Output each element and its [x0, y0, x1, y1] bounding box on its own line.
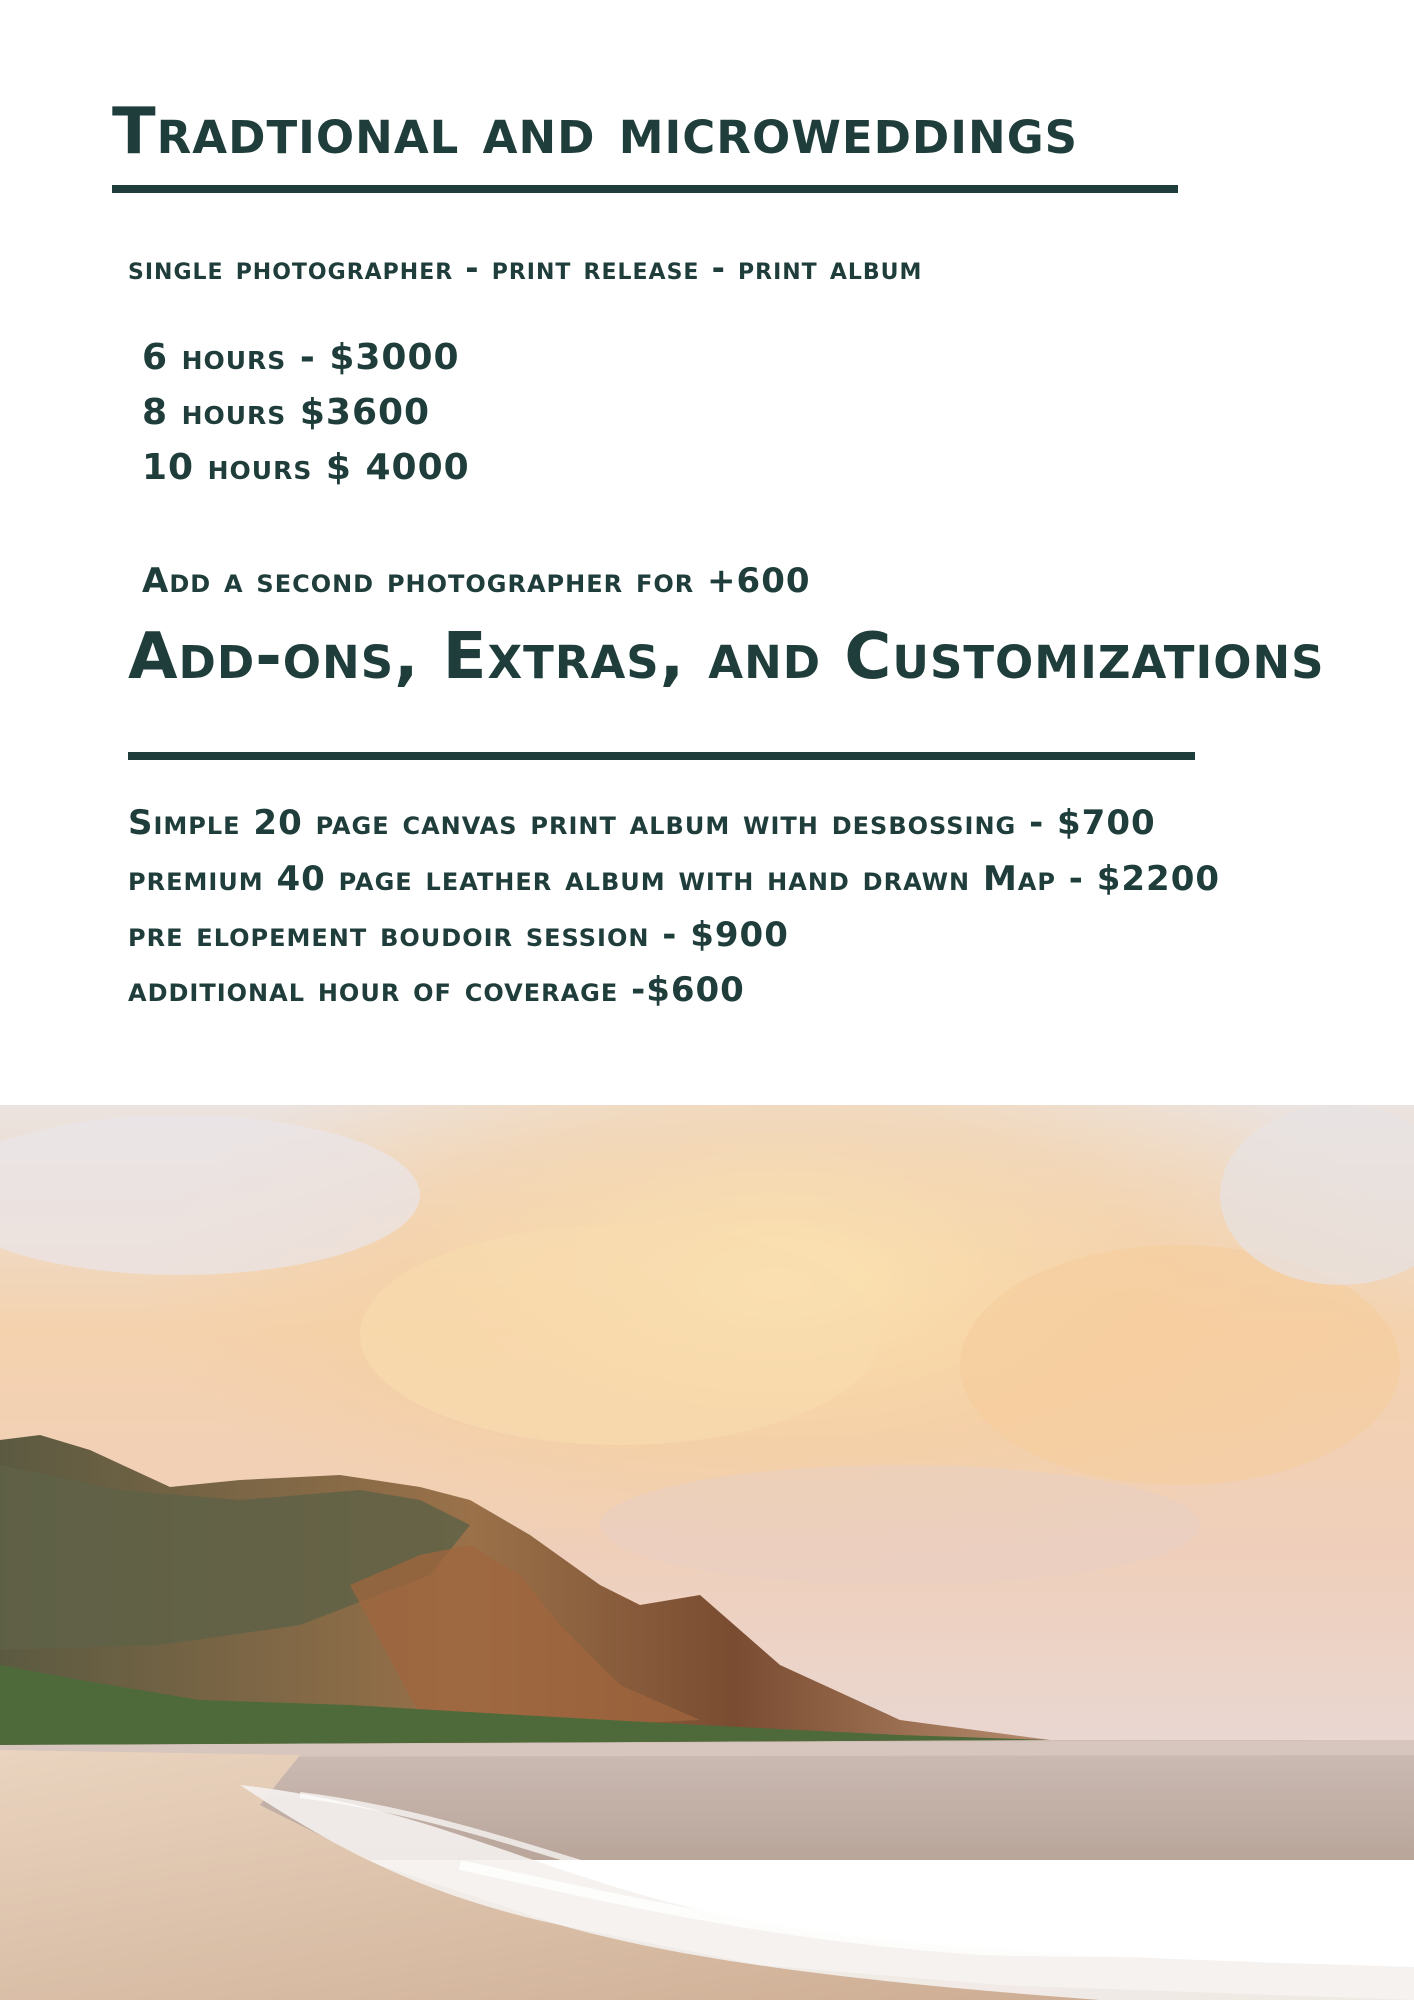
package-6-hours: 6 hours - $3000 — [142, 337, 460, 378]
addons-underline — [128, 752, 1195, 760]
addon-extra-hour: additional hour of coverage -$600 — [128, 970, 745, 1010]
addon-canvas-album: Simple 20 page canvas print album with desbossing - $700 — [128, 803, 1156, 843]
package-8-hours: 8 hours $3600 — [142, 392, 431, 433]
package-10-hours: 10 hours $ 4000 — [142, 447, 470, 488]
second-photographer-note: Add a second photographer for +600 — [142, 561, 811, 601]
addons-title: Add-ons, Extras, and Customizations — [128, 620, 1325, 694]
package-subtitle: single photographer - print release - print album — [128, 249, 923, 287]
title-underline — [112, 185, 1178, 193]
page-title: Tradtional and microweddings — [112, 95, 1079, 169]
beach-sunset-photo — [0, 1105, 1414, 2000]
addon-leather-album: premium 40 page leather album with hand drawn Map - $2200 — [128, 859, 1221, 899]
landscape-illustration — [0, 1105, 1414, 2000]
addon-boudoir-session: pre elopement boudoir session - $900 — [128, 915, 789, 955]
